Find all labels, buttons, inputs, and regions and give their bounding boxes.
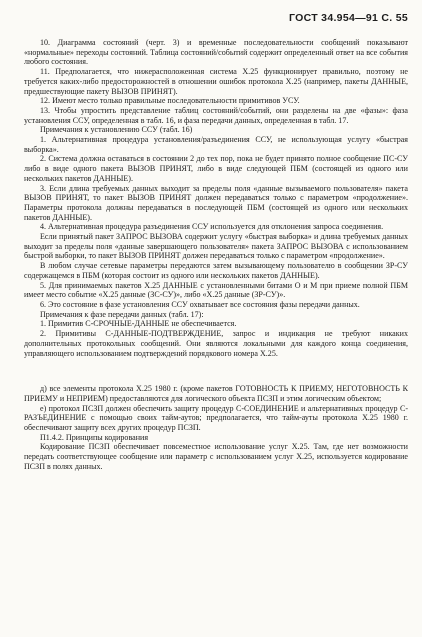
paragraph: 4. Альтернативная процедура разъединения ССУ используется для отклонения запроса соединения. xyxy=(40,222,384,232)
spacer xyxy=(24,358,408,384)
paragraph: Если принятый пакет ЗАПРОС ВЫЗОВА содержит услугу «быстрая выборка» и длина требуемых данных выходит за пределы поля «данные завершающего пользователя» пакета ЗАПРОС ВЫЗОВА с использованием быстрой выборки, то пакет ВЫЗОВ ПРИНЯТ должен передаваться только с параметром «продолжение». xyxy=(24,232,408,261)
section-heading: П1.4.2. Принципы кодирования xyxy=(40,432,149,442)
paragraph: е) протокол ПСЗП должен обеспечить защиту процедур С-СОЕДИНЕНИЕ и альтернативных процедур С-РАЗЪЕДИНЕНИЕ с помощью своих тайм-аутов; предполагается, что тайм-ауты протокола Х.25 1980 г. обеспечивают защиту всех других процедур ПСЗП. xyxy=(24,403,408,433)
notes-heading-data-transfer: Примечания к фазе передачи данных (табл. 17): xyxy=(40,309,204,319)
paragraph: 6. Это состояние в фазе установления ССУ охватывает все состояния фазы передачи данных. xyxy=(40,299,360,309)
paragraph: Кодирование ПСЗП обеспечивает повсеместное использование услуг Х.25. Там, где нет возможности передать соответствующее сообщение или параметр с использованием услуг Х.25, используется кодирование ПСЗП в полях данных. xyxy=(24,442,408,471)
paragraph: 5. Для принимаемых пакетов Х.25 ДАННЫЕ с установленными битами О и М при приеме полной ПБМ имеет место событие «Х.25 данные (ЗС-СУ)», либо «Х.25 данные (ЗР-СУ)». xyxy=(24,280,408,300)
paragraph: 10. Диаграмма состояний (черт. 3) и временные последовательности сообщений показывают «нормальные» переходы состояний. Таблица состояний/событий содержит определенный ответ на все события любого состояния. xyxy=(24,38,408,67)
paragraph: 1. Альтернативная процедура установления/разъединения ССУ, не использующая услугу «быстрая выборка». xyxy=(24,135,408,154)
paragraph: 13. Чтобы упростить представление таблиц состояний/событий, они разделены на две «фазы»: фаза установления ССУ, определенная в табл. 16, и фаза передачи данных, определенная в табл. 17. xyxy=(24,105,408,125)
document-body xyxy=(24,38,408,472)
paragraph: 11. Предполагается, что нижерасположенная система Х.25 функционирует правильно, поэтому не требуется каких-либо предосторожностей в отношении ошибок протокола Х.25 (например, пакеты ДАННЫЕ, предшествующие пакету ВЫЗОВ ПРИНЯТ). xyxy=(24,67,408,96)
paragraph: 1. Примитив С-СРОЧНЫЕ-ДАННЫЕ не обеспечивается. xyxy=(40,319,237,329)
paragraph: 12. Имеют место только правильные последовательности примитивов УСУ. xyxy=(40,96,300,106)
paragraph: 2. Примитивы С-ДАННЫЕ-ПОДТВЕРЖДЕНИЕ, запрос и индикация не требуют никаких дополнительных протокольных сообщений. Они являются локальными для каждого конца соединения, управляющего использованием подтверждений порядкового номера Х.25. xyxy=(24,329,408,358)
paragraph: В любом случае сетевые параметры передаются затем вызывающему пользователю в сообщении ЗР-СУ содержащемся в ПБМ (которая состоит из одного или нескольких пакетов ДАННЫЕ). xyxy=(24,261,408,280)
paragraph: д) все элементы протокола Х.25 1980 г. (кроме пакетов ГОТОВНОСТЬ К ПРИЕМУ, НЕГОТОВНОСТЬ К ПРИЕМУ и НЕПРИЕМ) предоставляются для логического объекта ПСЗП и этим логическим объектом; xyxy=(24,384,408,403)
paragraph: 2. Система должна оставаться в состоянии 2 до тех пор, пока не будет принято полное сообщение ПС-СУ либо в виде одного пакета ВЫЗОВ ПРИНЯТ, либо в виде следующей ПБМ (состоящей из одного или нескольких пакетов ДАННЫЕ). xyxy=(24,154,408,183)
page-header: ГОСТ 34.954—91 С. 55 xyxy=(289,12,408,24)
notes-heading-establishment: Примечания к установлению ССУ (табл. 16) xyxy=(40,125,193,135)
paragraph: 3. Если длина требуемых данных выходит за пределы поля «данные вызываемого пользователя» пакета ВЫЗОВ ПРИНЯТ, то пакет ВЫЗОВ ПРИНЯТ должен передаваться только с параметром «продолжение». Параметры протокола должны передаваться в последующей ПБМ (состоящей из одного или нескольких пакетов ДАННЫЕ). xyxy=(24,183,408,222)
